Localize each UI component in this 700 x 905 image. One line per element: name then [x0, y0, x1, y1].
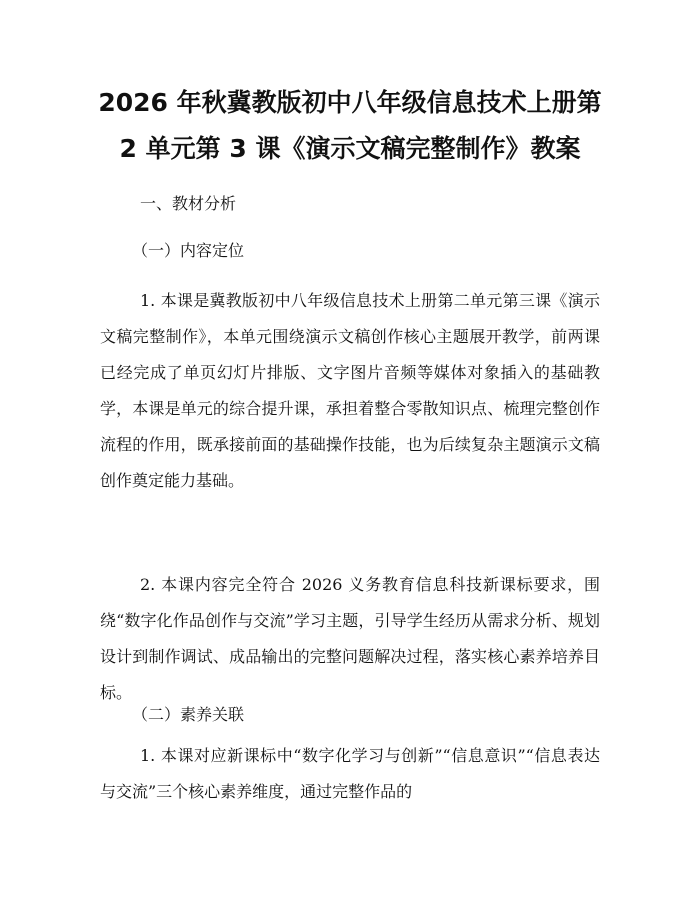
section-heading-textbook-analysis: 一、教材分析: [140, 194, 237, 213]
subsection-heading-content-positioning: （一）内容定位: [132, 241, 245, 260]
subsection-heading-literacy-association: （二）素养关联: [132, 705, 245, 724]
paragraph-literacy-association-1: 1. 本课对应新课标中“数字化学习与创新”“信息意识”“信息表达与交流”三个核心素养维度，通过完整作品的: [100, 746, 600, 801]
document-title-line-2: 2 单元第 3 课《演示文稿完整制作》教案: [119, 134, 581, 163]
paragraph-content-positioning-1: 1. 本课是冀教版初中八年级信息技术上册第二单元第三课《演示文稿完整制作》，本单元围绕演示文稿创作核心主题展开教学，前两课已经完成了单页幻灯片排版、文字图片音频等媒体对象插入的基础教学，本课是单元的综合提升课，承担着整合零散知识点、梳理完整创作流程的作用，既承接前面的基础操作技能，也为后续复杂主题演示文稿创作奠定能力基础。: [100, 291, 600, 490]
document-title-line-1: 2026 年秋冀教版初中八年级信息技术上册第: [98, 88, 602, 117]
paragraph-content-positioning-2: 2. 本课内容完全符合 2026 义务教育信息科技新课标要求，围绕“数字化作品创作与交流”学习主题，引导学生经历从需求分析、规划设计到制作调试、成品输出的完整问题解决过程，落实核心素养培养目标。: [100, 575, 600, 702]
